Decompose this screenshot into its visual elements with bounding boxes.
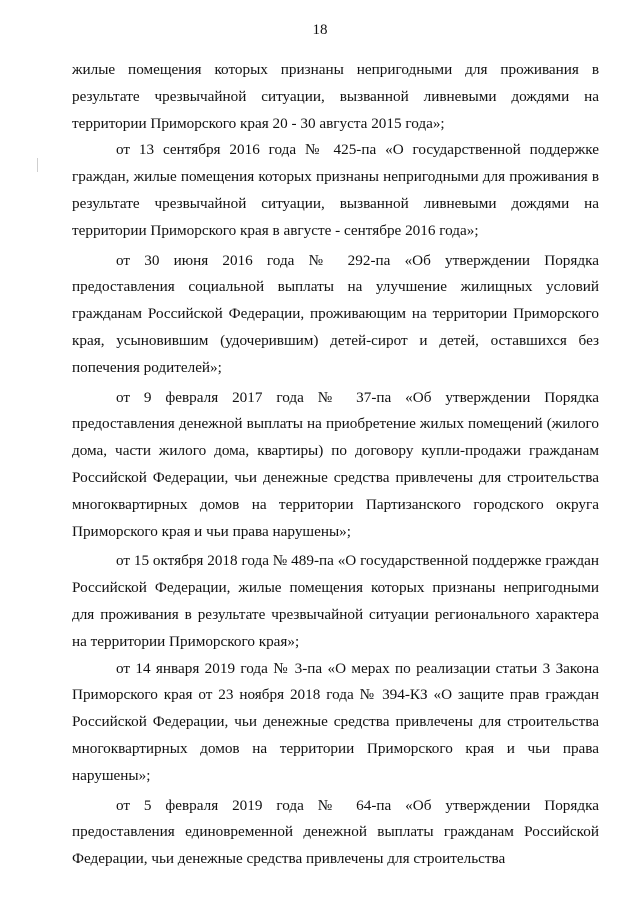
paragraph-decree-64: от 5 февраля 2019 года № 64-па «Об утверждении Порядка предоставления единовременной денежной выплаты гражданам Российской Федерации, чьи денежные средства привлечены для строительства	[72, 796, 599, 868]
page-number: 18	[312, 22, 328, 38]
paragraph-decree-425: от 13 сентября 2016 года № 425-па «О государственной поддержке граждан, жилые помещения которых признаны непригодными для проживания в результате чрезвычайной ситуации, вызванной ливневыми дождями на территории Приморского края в августе - сентябре 2016 года»;	[72, 141, 599, 239]
paragraph-decree-489: от 15 октября 2018 года № 489-па «О государственной поддержке граждан Российской Федерации, жилые помещения которых признаны непригодными для проживания в результате чрезвычайной ситуации регионального характера на территории Приморского края»;	[72, 552, 599, 650]
paragraph-decree-3: от 14 января 2019 года № 3-па «О мерах по реализации статьи 3 Закона Приморского края от 23 ноября 2018 года № 394-КЗ «О защите прав граждан Российской Федерации, чьи денежные средства привлечены для строительства многоквартирных домов на территории Приморского края и чьи права нарушены»;	[72, 659, 599, 784]
paragraph-decree-292: от 30 июня 2016 года № 292-па «Об утверждении Порядка предоставления социальной выплаты на улучшение жилищных условий гражданам Российской Федерации, проживающим на территории Приморского края, усыновившим (удочерившим) детей-сирот и детей, оставшихся без попечения родителей»;	[72, 251, 599, 376]
paragraph-decree-37: от 9 февраля 2017 года № 37-па «Об утверждении Порядка предоставления денежной выплаты на приобретение жилых помещений (жилого дома, части жилого дома, квартиры) по договору купли-продажи гражданам Российской Федерации, чьи денежные средства привлечены для строительства многоквартирных домов на территории Партизанского городского округа Приморского края и чьи права нарушены»;	[72, 388, 599, 540]
paragraph-continuation: жилые помещения которых признаны непригодными для проживания в результате чрезвычайной ситуации, вызванной ливневыми дождями на территории Приморского края 20 - 30 августа 2015 года»;	[72, 61, 599, 132]
document-body	[72, 57, 599, 873]
scan-margin-mark	[37, 158, 38, 172]
